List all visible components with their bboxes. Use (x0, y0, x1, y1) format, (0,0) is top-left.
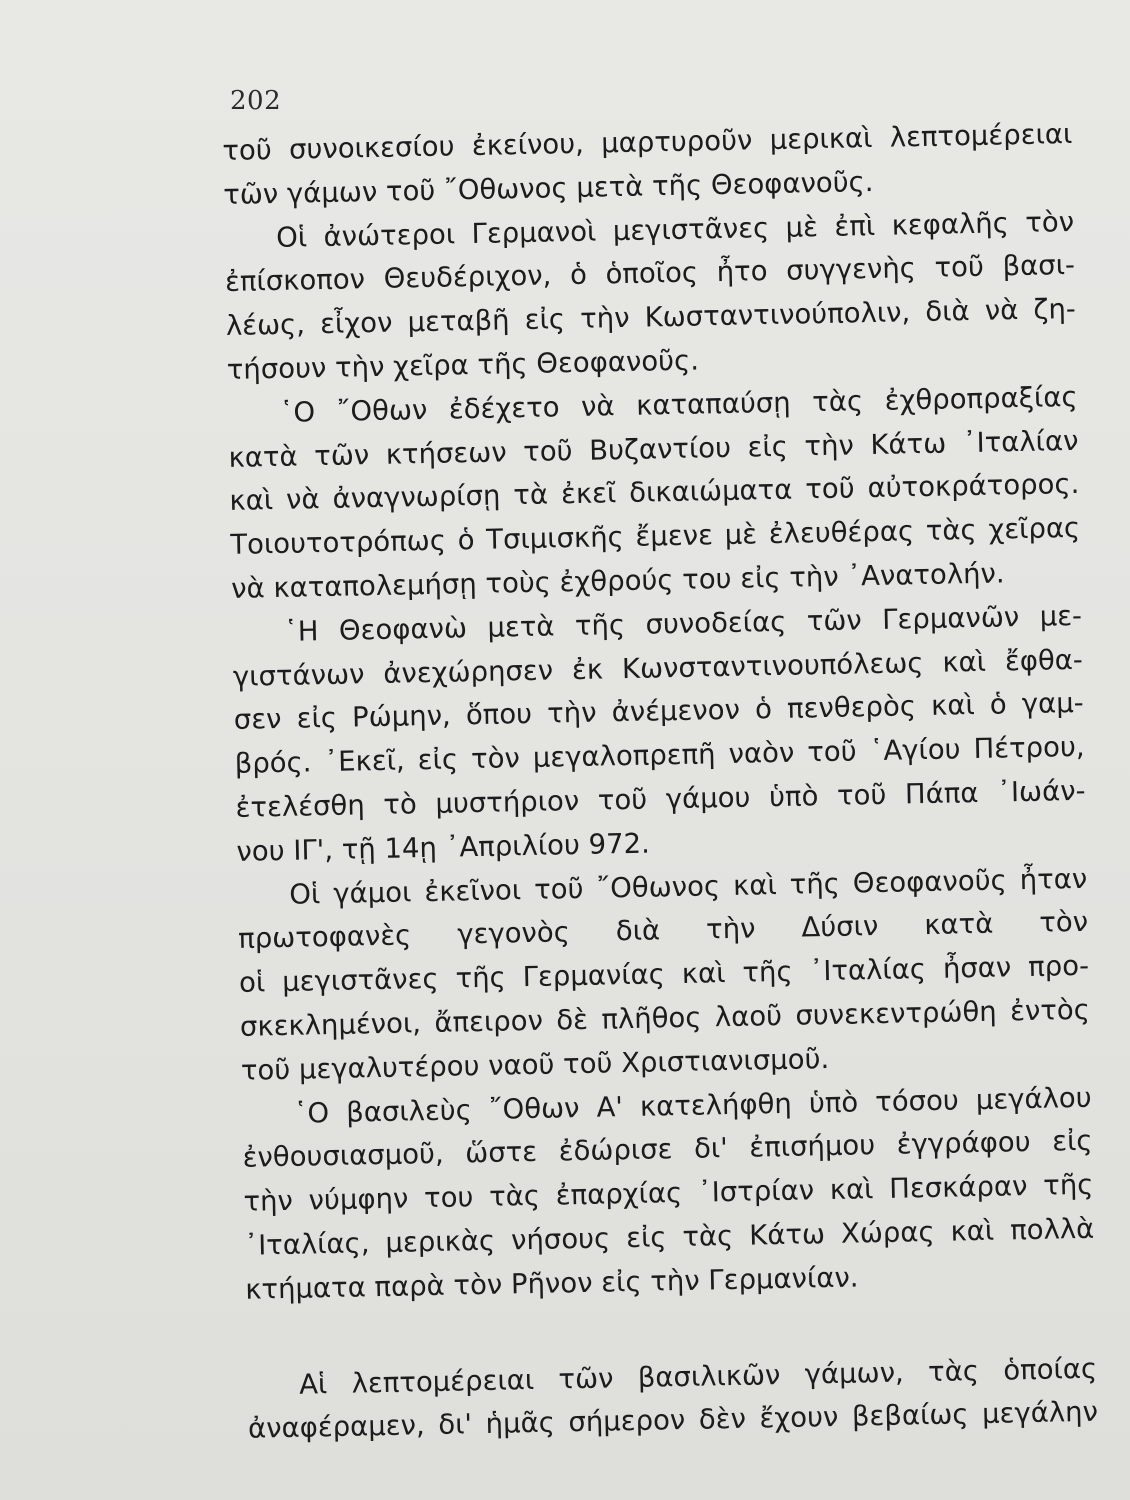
text-line: πρωτοφανὲς γεγονὸς διὰ τὴν Δύσιν κατὰ τὸν (237, 906, 1089, 956)
text-line: τὴν νύμφην του τὰς ἐπαρχίας ᾿Ιστρίαν καὶ Πεσκάραν τῆς (243, 1168, 1094, 1218)
text-line: τοῦ συνοικεσίου ἐκείνου, μαρτυροῦν μερικαὶ λεπτομέρειαι (222, 117, 1073, 167)
text-line: λέως, εἶχον μεταβῆ εἰς τὴν Κωσταντινούπολιν, διὰ νὰ ζη- (225, 293, 1077, 343)
text-line: ἐνθουσιασμοῦ, ὥστε ἐδώρισε δι' ἐπισήμου ἐγγράφου εἰς (242, 1125, 1093, 1175)
body-text (222, 113, 1098, 1452)
paragraph (247, 1347, 1099, 1452)
text-line: κτήματα παρὰ τὸν Ρῆνον εἰς τὴν Γερμανίαν. (244, 1261, 859, 1306)
text-line: ῾Ο βασιλεὺς ῎Οθων Α' κατελήφθη ὑπὸ τόσου μεγάλου (293, 1081, 1092, 1130)
text-line: τήσουν τὴν χεῖρα τῆς Θεοφανοῦς. (226, 344, 700, 386)
text-line: σεν εἰς Ρώμην, ὅπου τὴν ἀνέμενον ὁ πενθερὸς καὶ ὁ γαμ- (233, 687, 1084, 737)
text-line: νὰ καταπολεμήσῃ τοὺς ἐχθρούς του εἰς τὴν ᾿Ανατολήν. (230, 557, 1005, 605)
text-line: ᾿Ιταλίας, μερικὰς νήσους εἰς τὰς Κάτω Χώρας καὶ πολλὰ (244, 1212, 1095, 1262)
paragraph (227, 376, 1081, 612)
text-line: ῾Η Θεοφανὼ μετὰ τῆς συνοδείας τῶν Γερμανῶν με- (283, 599, 1083, 648)
text-line: οἱ μεγιστᾶνες τῆς Γερμανίας καὶ τῆς ᾿Ιταλίας ἦσαν προ- (238, 949, 1090, 999)
text-line: νου ΙΓ', τῇ 14ῃ ᾿Απριλίου 972. (236, 827, 651, 868)
text-line: τοῦ μεγαλυτέρου ναοῦ τοῦ Χριστιανισμοῦ. (240, 1042, 830, 1087)
text-line: Οἱ γάμοι ἐκεῖνοι τοῦ ῎Οθωνος καὶ τῆς Θεοφανοῦς ἦταν (289, 862, 1088, 911)
text-line: τῶν γάμων τοῦ ῎Οθωνος μετὰ τῆς Θεοφανοῦς. (222, 165, 874, 211)
text-line: ἀναφέραμεν, δι' ἡμᾶς σήμερον δὲν ἔχουν βεβαίως μεγάλην (247, 1395, 1099, 1446)
text-line: βρός. ᾿Εκεῖ, εἰς τὸν μεγαλοπρεπῆ ναὸν τοῦ ῾Αγίου Πέτρου, (234, 730, 1085, 781)
text-line: Αἱ λεπτομέρειαι τῶν βασιλικῶν γάμων, τὰς ὁποίας (298, 1352, 1098, 1401)
text-line: σκεκλημένοι, ἄπειρον δὲ πλῆθος λαοῦ συνεκεντρώθη ἐντὸς (239, 993, 1091, 1043)
paragraph (237, 857, 1091, 1093)
text-line: ἐπίσκοπον Θευδέριχον, ὁ ὁποῖος ἦτο συγγενὴς τοῦ βασι- (224, 249, 1076, 299)
page-number: 202 (230, 86, 282, 116)
text-line: Τοιουτοτρόπως ὁ Τσιμισκῆς ἔμενε μὲ ἐλευθέρας τὰς χεῖρας (230, 512, 1081, 562)
text-line: γιστάνων ἀνεχώρησεν ἐκ Κωνσταντινουπόλεως καὶ ἔφθα- (232, 643, 1084, 693)
paragraph (222, 113, 1074, 218)
paragraph (224, 201, 1077, 393)
text-line: καὶ νὰ ἀναγνωρίσῃ τὰ ἐκεῖ δικαιώματα τοῦ αὐτοκράτορος. (229, 468, 1080, 518)
text-line: ἐτελέσθη τὸ μυστήριον τοῦ γάμου ὑπὸ τοῦ Πάπα ᾿Ιωάν- (235, 774, 1086, 824)
text-line: ῾Ο ῎Οθων ἐδέχετο νὰ καταπαύσῃ τὰς ἐχθροπραξίας (279, 380, 1078, 429)
text-line: κατὰ τῶν κτήσεων τοῦ Βυζαντίου εἰς τὴν Κάτω ᾿Ιταλίαν (228, 424, 1079, 474)
text-line: Οἱ ἀνώτεροι Γερμανοὶ μεγιστᾶνες μὲ ἐπὶ κεφαλῆς τὸν (275, 205, 1075, 254)
paragraph (232, 595, 1087, 875)
paragraph (241, 1076, 1095, 1312)
